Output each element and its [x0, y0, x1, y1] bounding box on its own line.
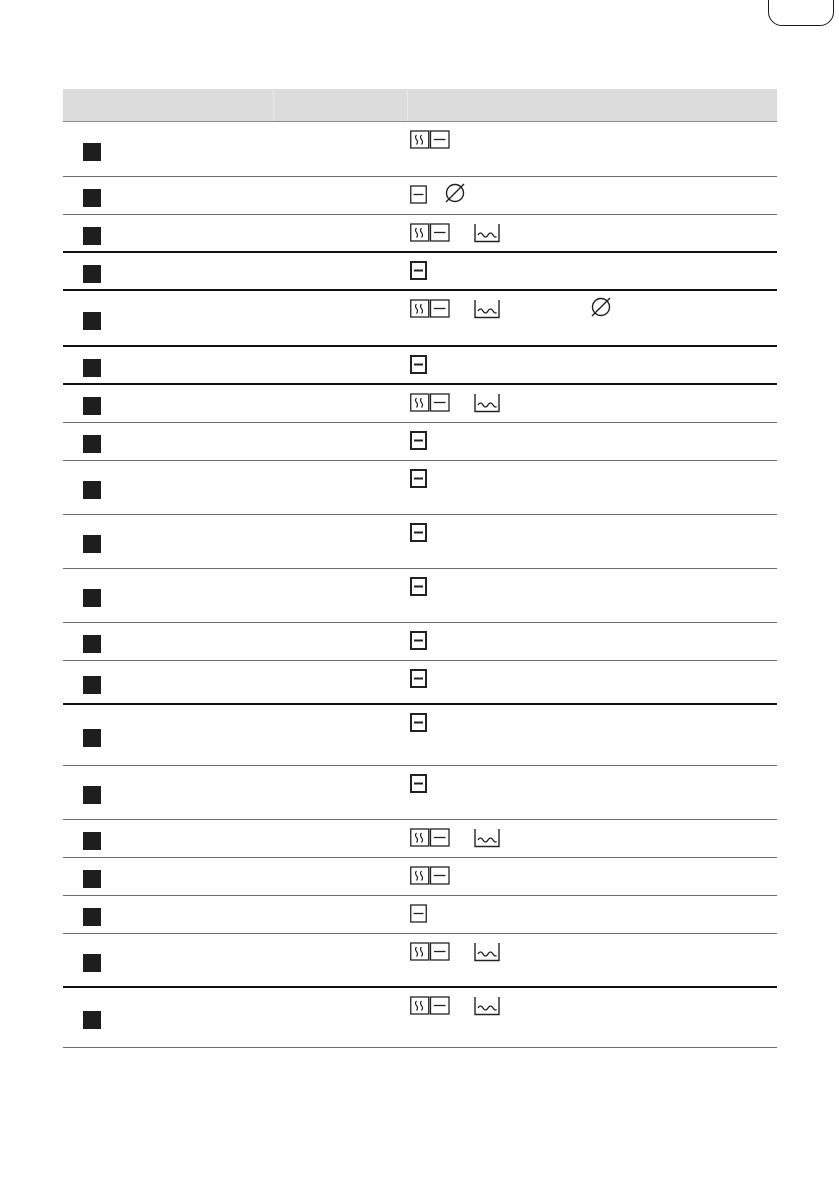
- steam-minus-icon: [410, 223, 450, 242]
- table-row: [63, 291, 777, 347]
- steam-minus-icon: [410, 996, 450, 1015]
- minus-icon: [410, 713, 427, 732]
- header-column-separator: [273, 89, 274, 121]
- minus-icon: [410, 431, 427, 450]
- minus-icon: [410, 185, 427, 204]
- minus-icon: [410, 469, 427, 488]
- table-row: [63, 766, 777, 820]
- table-row: [63, 177, 777, 215]
- table-row: [63, 705, 777, 766]
- row-marker-square: [83, 589, 101, 607]
- row-marker-square: [83, 143, 101, 161]
- table-row: [63, 347, 777, 385]
- table-row: [63, 988, 777, 1048]
- minus-icon: [410, 577, 427, 596]
- row-marker-square: [83, 729, 101, 747]
- row-marker-square: [83, 635, 101, 653]
- water-tray-icon: [474, 942, 500, 962]
- steam-minus-icon: [410, 299, 450, 318]
- no-symbol-icon: [444, 182, 466, 204]
- row-marker-square: [83, 397, 101, 415]
- table-row: [63, 934, 777, 988]
- row-marker-square: [83, 227, 101, 245]
- table-row: [63, 569, 777, 623]
- row-marker-square: [83, 312, 101, 330]
- water-tray-icon: [474, 223, 500, 243]
- row-marker-square: [83, 832, 101, 850]
- steam-minus-icon: [410, 942, 450, 961]
- row-marker-square: [83, 189, 101, 207]
- row-marker-square: [83, 481, 101, 499]
- minus-icon: [410, 669, 427, 688]
- table-row: [63, 623, 777, 661]
- row-marker-square: [83, 954, 101, 972]
- table-row: [63, 385, 777, 423]
- table-row: [63, 253, 777, 291]
- table-row: [63, 896, 777, 934]
- table-body: [63, 122, 777, 1048]
- table-header: [63, 89, 777, 122]
- header-column-separator: [407, 89, 408, 121]
- row-marker-square: [83, 435, 101, 453]
- water-tray-icon: [474, 996, 500, 1016]
- minus-icon: [410, 261, 427, 280]
- table-row: [63, 423, 777, 461]
- table-row: [63, 820, 777, 858]
- page-corner-decoration: [768, 0, 834, 26]
- no-symbol-icon: [590, 296, 612, 318]
- minus-icon: [410, 774, 427, 793]
- table-row: [63, 661, 777, 705]
- table-row: [63, 215, 777, 253]
- row-marker-square: [83, 908, 101, 926]
- minus-icon: [410, 631, 427, 650]
- table-row: [63, 515, 777, 569]
- water-tray-icon: [474, 828, 500, 848]
- water-tray-icon: [474, 393, 500, 413]
- minus-icon: [410, 523, 427, 542]
- minus-icon: [410, 904, 427, 923]
- steam-minus-icon: [410, 828, 450, 847]
- steam-minus-icon: [410, 866, 450, 885]
- water-tray-icon: [474, 299, 500, 319]
- row-marker-square: [83, 359, 101, 377]
- row-marker-square: [83, 1011, 101, 1029]
- row-marker-square: [83, 676, 101, 694]
- row-marker-square: [83, 870, 101, 888]
- table-row: [63, 122, 777, 177]
- row-marker-square: [83, 535, 101, 553]
- steam-minus-icon: [410, 393, 450, 412]
- row-marker-square: [83, 265, 101, 283]
- row-marker-square: [83, 786, 101, 804]
- steam-minus-icon: [410, 130, 450, 149]
- table-row: [63, 461, 777, 515]
- minus-icon: [410, 355, 427, 374]
- table-row: [63, 858, 777, 896]
- program-table: [63, 89, 777, 1048]
